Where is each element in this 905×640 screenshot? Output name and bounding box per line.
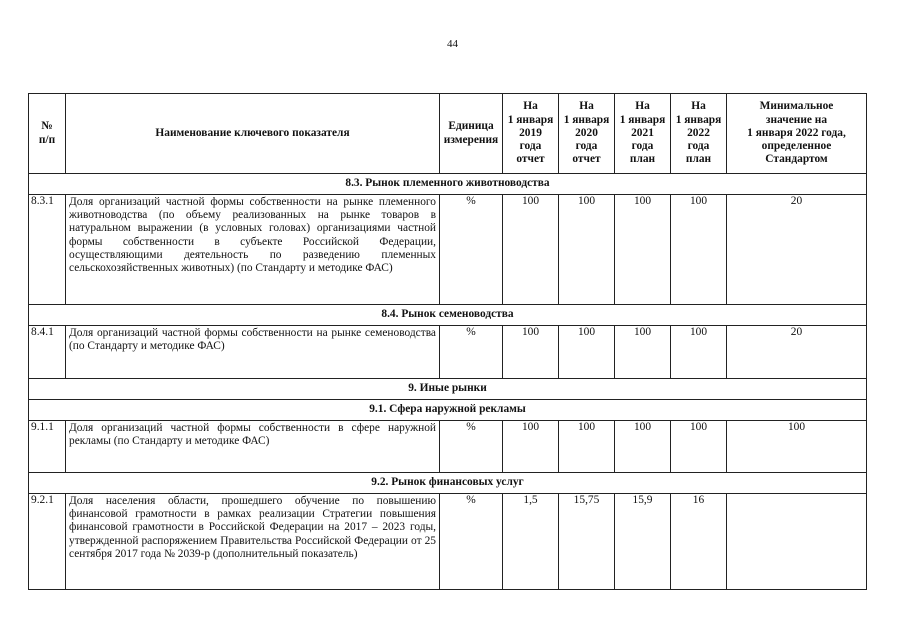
row-min: 100: [727, 421, 867, 473]
header-2019: На 1 января 2019 года отчет: [503, 94, 559, 174]
row-2022: 100: [671, 195, 727, 305]
row-name: Доля организаций частной формы собственности на рынке племенного животноводства (по объему реализованных на рынке товаров в натуральном выражении (в условных головах) организациями частной формы собственности в субъекте Российской Федерации, осуществляющими деятельность по разведению племенных сельскохозяйственных животных) (по Стандарту и методике ФАС): [66, 195, 440, 305]
section-row: [29, 174, 867, 195]
section-9-2: 9.2. Рынок финансовых услуг: [29, 473, 867, 494]
header-min: Минимальное значение на 1 января 2022 года, определенное Стандартом: [727, 94, 867, 174]
row-code: 9.2.1: [29, 494, 66, 590]
row-2022: 16: [671, 494, 727, 590]
table-row: [29, 326, 867, 379]
section-row: [29, 400, 867, 421]
section-9: 9. Иные рынки: [29, 379, 867, 400]
row-2021: 100: [615, 326, 671, 379]
row-2019: 100: [503, 421, 559, 473]
header-name: Наименование ключевого показателя: [66, 94, 440, 174]
row-unit: %: [440, 421, 503, 473]
header-2020: На 1 января 2020 года отчет: [559, 94, 615, 174]
row-min: [727, 494, 867, 590]
row-2021: 100: [615, 195, 671, 305]
row-2021: 100: [615, 421, 671, 473]
table-row: [29, 494, 867, 590]
section-row: [29, 379, 867, 400]
row-2020: 100: [559, 326, 615, 379]
section-8-4: 8.4. Рынок семеноводства: [29, 305, 867, 326]
header-2021: На 1 января 2021 года план: [615, 94, 671, 174]
row-code: 8.4.1: [29, 326, 66, 379]
row-2019: 1,5: [503, 494, 559, 590]
table-row: [29, 195, 867, 305]
row-name: Доля организаций частной формы собственности на рынке семеноводства (по Стандарту и методике ФАС): [66, 326, 440, 379]
row-code: 8.3.1: [29, 195, 66, 305]
row-2019: 100: [503, 326, 559, 379]
section-row: [29, 473, 867, 494]
header-unit: Единица измерения: [440, 94, 503, 174]
header-2022: На 1 января 2022 года план: [671, 94, 727, 174]
row-unit: %: [440, 326, 503, 379]
row-2022: 100: [671, 326, 727, 379]
row-2021: 15,9: [615, 494, 671, 590]
section-9-1: 9.1. Сфера наружной рекламы: [29, 400, 867, 421]
page-number: 44: [447, 38, 458, 50]
row-2020: 15,75: [559, 494, 615, 590]
row-unit: %: [440, 494, 503, 590]
row-unit: %: [440, 195, 503, 305]
row-code: 9.1.1: [29, 421, 66, 473]
row-name: Доля организаций частной формы собственности в сфере наружной рекламы (по Стандарту и методике ФАС): [66, 421, 440, 473]
row-2019: 100: [503, 195, 559, 305]
header-num: № п/п: [29, 94, 66, 174]
table-header-row: [29, 94, 867, 174]
section-row: [29, 305, 867, 326]
row-2020: 100: [559, 421, 615, 473]
row-2022: 100: [671, 421, 727, 473]
key-indicators-table: [28, 93, 867, 590]
section-8-3: 8.3. Рынок племенного животноводства: [29, 174, 867, 195]
row-2020: 100: [559, 195, 615, 305]
row-name: Доля населения области, прошедшего обучение по повышению финансовой грамотности в рамках реализации Стратегии повышения финансовой грамотности в Российской Федерации на 2017 – 2023 годы, утвержденной распоряжением Правительства Российской Федерации от 25 сентября 2017 года № 2039-р (дополнительный показатель): [66, 494, 440, 590]
row-min: 20: [727, 195, 867, 305]
table-row: [29, 421, 867, 473]
row-min: 20: [727, 326, 867, 379]
